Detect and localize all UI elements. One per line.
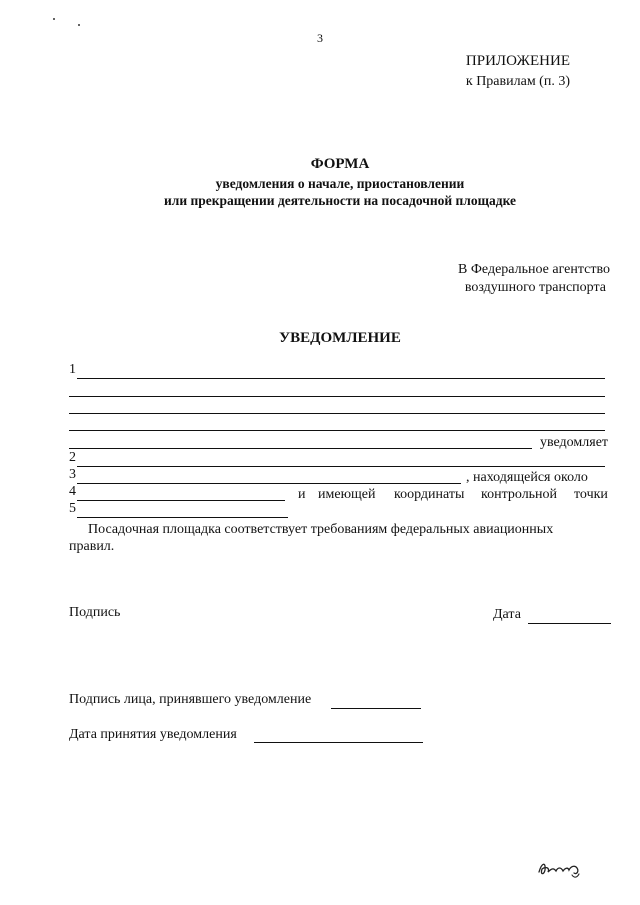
- addressee-line1: В Федеральное агентство: [458, 262, 610, 277]
- and-text: и: [298, 487, 306, 502]
- line-number-2: 2: [69, 450, 76, 465]
- fill-line-5[interactable]: [77, 517, 288, 518]
- speck: [78, 24, 80, 26]
- accepted-date-field[interactable]: [254, 742, 423, 743]
- having-text: имеющей: [318, 487, 376, 502]
- accepted-date-label: Дата принятия уведомления: [69, 727, 237, 742]
- fill-line-1[interactable]: [77, 378, 605, 379]
- fill-line-1e[interactable]: [69, 448, 532, 449]
- line-number-3: 3: [69, 467, 76, 482]
- fill-line-1c[interactable]: [69, 413, 605, 414]
- fill-line-4[interactable]: [77, 500, 285, 501]
- page-number: 3: [317, 31, 323, 45]
- date-field[interactable]: [528, 623, 611, 624]
- control-text: контрольной: [481, 487, 558, 502]
- fill-line-3[interactable]: [77, 483, 461, 484]
- form-subtitle-line2: или прекращении деятельности на посадочной площадке: [163, 193, 517, 208]
- fill-line-1d[interactable]: [69, 430, 605, 431]
- fill-line-1b[interactable]: [69, 396, 605, 397]
- form-title: ФОРМА: [310, 156, 370, 172]
- line-number-1: 1: [69, 362, 76, 377]
- appendix-reference: к Правилам (п. 3): [465, 74, 570, 89]
- handwritten-initials-mark: [536, 856, 584, 880]
- addressee-line2: воздушного транспорта: [464, 280, 606, 295]
- date-label: Дата: [493, 607, 521, 622]
- notice-title: УВЕДОМЛЕНИЕ: [279, 330, 401, 346]
- coordinates-text: координаты: [394, 487, 465, 502]
- accepted-by-field[interactable]: [331, 708, 421, 709]
- located-near-text: , находящейся около: [466, 470, 588, 485]
- line-number-4: 4: [69, 484, 76, 499]
- fill-line-2[interactable]: [77, 466, 605, 467]
- statement-line2: правил.: [69, 539, 115, 554]
- speck: [53, 18, 55, 20]
- statement-line1: Посадочная площадка соответствует требованиям федеральных авиационных: [88, 522, 554, 537]
- accepted-by-label: Подпись лица, принявшего уведомление: [69, 692, 312, 707]
- appendix-title: ПРИЛОЖЕНИЕ: [465, 53, 570, 69]
- line-number-5: 5: [69, 501, 76, 516]
- signature-label: Подпись: [69, 605, 121, 620]
- form-subtitle-line1: уведомления о начале, приостановлении: [215, 176, 465, 191]
- point-text: точки: [574, 487, 608, 502]
- notifies-text: уведомляет: [540, 435, 609, 450]
